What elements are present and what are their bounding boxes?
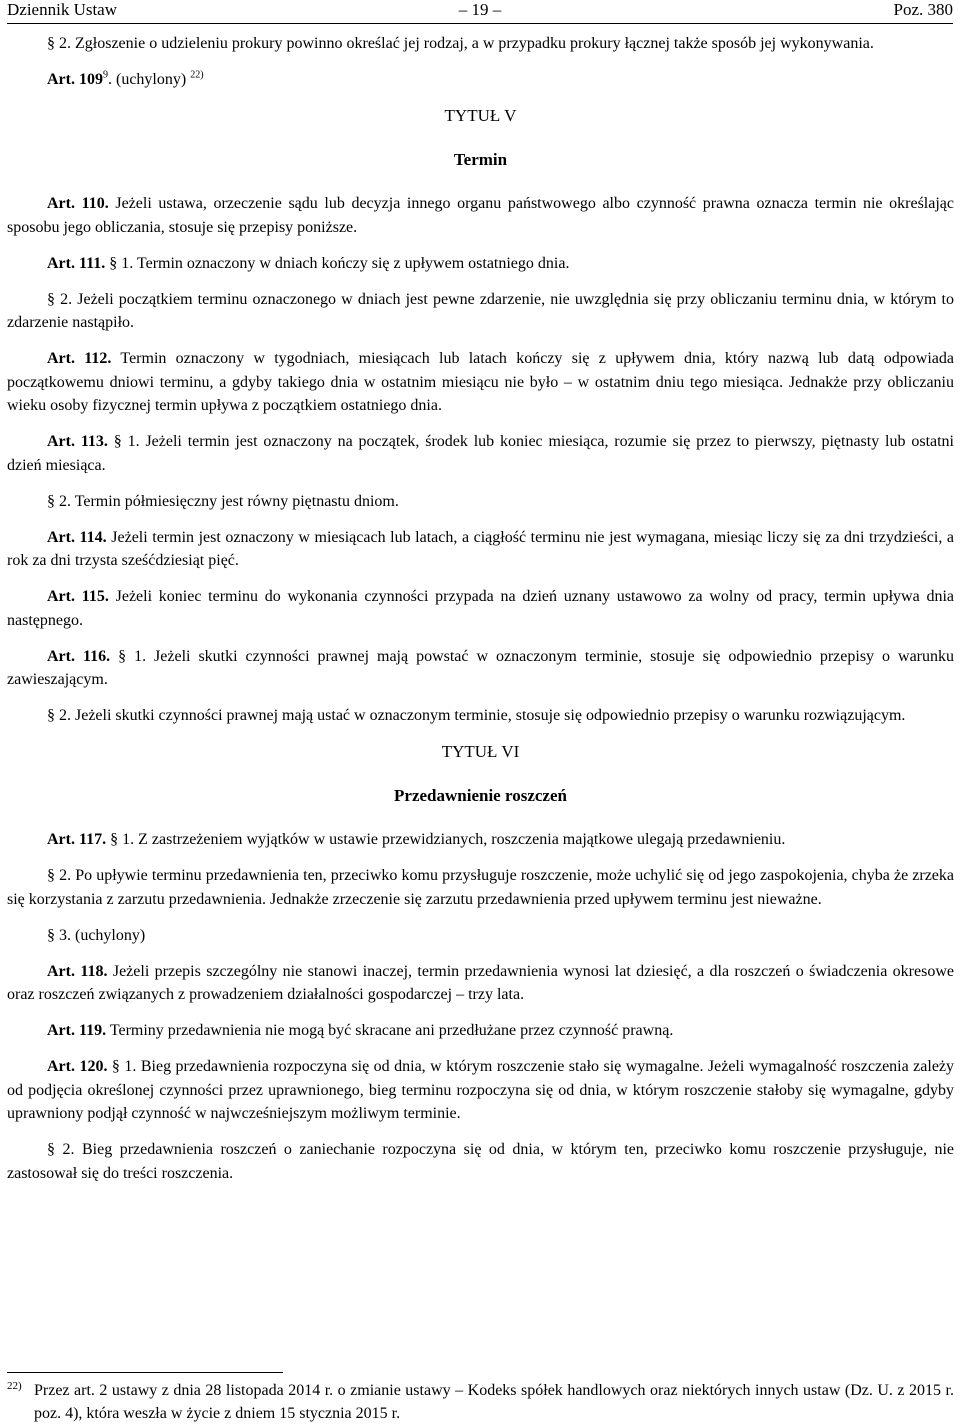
article-number: Art. 114. <box>47 528 107 546</box>
paragraph <box>7 347 954 418</box>
paragraph <box>7 585 954 632</box>
section-sign: § <box>110 831 119 848</box>
paragraph-text: 1. Bieg przedawnienia rozpoczyna się od dnia, w którym roszczenie stało się wymagalne. Jeżeli wymagalność roszczenia zależy od podjęcia określonej czynności przez uprawnionego, bieg terminu rozpoczyna się od dnia, w którym roszczenie stałoby się wymagalne, gdyby uprawniony podjął czynność w najwcześniejszym możliwym terminie. <box>7 1058 955 1122</box>
article-number: Art. 109 <box>47 71 103 88</box>
footnote <box>7 1380 954 1425</box>
footnote-number: 22) <box>7 1380 22 1392</box>
paragraph <box>7 1055 954 1126</box>
section-sign: § <box>109 254 118 272</box>
paragraph <box>7 252 954 276</box>
section-sign: § <box>47 867 55 884</box>
paragraph <box>7 960 954 1007</box>
section-heading: Termin <box>453 150 508 169</box>
article-number: Art. 118. <box>47 962 108 980</box>
paragraph <box>7 32 954 56</box>
paragraph-text: 2. Zgłoszenie o udzieleniu prokury powinno określać jej rodzaj, a w przypadku prokury łącznej także sposób jej wykonywania. <box>59 35 874 52</box>
paragraph <box>7 704 954 728</box>
paragraph <box>7 526 954 573</box>
paragraph <box>7 828 954 852</box>
paragraph <box>7 68 954 92</box>
paragraph-text: 1. Jeżeli termin jest oznaczony na początek, środek lub koniec miesiąca, rozumie się przez to pierwszy, piętnasty lub ostatni dzień miesiąca. <box>7 433 955 474</box>
article-number: Art. 113. <box>47 433 108 450</box>
title-heading: TYTUŁ V <box>444 106 517 125</box>
paragraph-text: 2. Bieg przedawnienia roszczeń o zaniechanie rozpoczyna się od dnia, w którym ten, przeciwko komu roszczenie przysługuje, nie zastosował się do treści roszczenia. <box>7 1141 954 1182</box>
paragraph-text: 1. Z zastrzeżeniem wyjątków w ustawie przewidzianych, roszczenia majątkowe ulegają przedawnieniu. <box>122 831 786 848</box>
article-number: Art. 117. <box>47 831 107 848</box>
paragraph <box>7 1019 954 1043</box>
article-number: Art. 115. <box>47 588 109 605</box>
title-heading: TYTUŁ VI <box>441 742 520 761</box>
paragraph <box>7 192 954 239</box>
position-number: Poz. 380 <box>893 0 953 19</box>
article-number: Art. 120. <box>47 1058 108 1075</box>
article-number: Art. 116. <box>47 647 111 665</box>
section-sign: § <box>118 647 127 665</box>
paragraph <box>7 1138 954 1185</box>
paragraph-text: 1. Termin oznaczony w dniach kończy się z upływem ostatniego dnia. <box>121 254 570 272</box>
paragraph <box>7 864 954 911</box>
article-number: Art. 110. <box>47 195 109 212</box>
paragraph-text: 3. (uchylony) <box>59 926 146 944</box>
paragraph-text: . (uchylony) <box>107 71 187 88</box>
paragraph-text: Jeżeli ustawa, orzeczenie sądu lub decyzja innego organu państwowego albo czynność prawna oznacza termin nie określając sposobu jego obliczania, stosuje się przepisy poniższe. <box>7 195 954 236</box>
header-rule <box>7 23 953 24</box>
document-body <box>7 32 954 1198</box>
page-number: – 19 – <box>458 0 502 19</box>
paragraph <box>7 288 954 335</box>
section-sign: § <box>111 1058 120 1075</box>
section-sign: § <box>47 926 55 944</box>
article-number: Art. 111. <box>47 254 106 272</box>
footnote-reference: 22) <box>190 69 204 81</box>
paragraph <box>7 430 954 477</box>
section-sign: § <box>47 1141 55 1158</box>
paragraph-text: 1. Jeżeli skutki czynności prawnej mają powstać w oznaczonym terminie, stosuje się odpowiednio przepisy o warunku zawieszającym. <box>7 647 955 688</box>
paragraph-text: Terminy przedawnienia nie mogą być skracane ani przedłużane przez czynność prawną. <box>106 1022 674 1039</box>
journal-name: Dziennik Ustaw <box>7 0 118 19</box>
section-heading: Przedawnienie roszczeń <box>394 786 567 805</box>
footnote-text: Przez art. 2 ustawy z dnia 28 listopada 2014 r. o zmianie ustawy – Kodeks spółek handlowych oraz niektórych innych ustaw (Dz. U. z 2015 r. poz. 4), która weszła w życie z dniem 15 stycznia 2015 r. <box>34 1382 954 1422</box>
paragraph <box>7 924 954 948</box>
article-superscript: 9 <box>102 69 108 81</box>
paragraph-text: 2. Jeżeli skutki czynności prawnej mają ustać w oznaczonym terminie, stosuje się odpowiednio przepisy o warunku rozwiązującym. <box>59 707 906 724</box>
section-sign: § <box>47 707 55 724</box>
article-number: Art. 112. <box>47 350 112 367</box>
paragraph-text: Termin oznaczony w tygodniach, miesiącach lub latach kończy się z upływem dnia, który nazwą lub datą odpowiada początkowemu dniowi terminu, a gdyby takiego dnia w ostatnim miesiącu nie było – w ostatnim dniu tego miesiąca. Jednakże przy obliczaniu wieku osoby fizycznej termin upływa z początkiem ostatniego dnia. <box>7 350 954 414</box>
section-sign: § <box>113 433 122 450</box>
paragraph-text: Jeżeli przepis szczególny nie stanowi inaczej, termin przedawnienia wynosi lat dziesięć, a dla roszczeń o świadczenia okresowe oraz roszczeń związanych z prowadzeniem działalności gospodarczej – trzy lata. <box>7 962 954 1003</box>
page-header <box>7 0 953 22</box>
article-number: Art. 119. <box>47 1022 107 1039</box>
paragraph-text: 2. Po upływie terminu przedawnienia ten, przeciwko komu przysługuje roszczenie, może uchylić się od jego zaspokojenia, chyba że zrzeka się korzystania z zarzutu przedawnienia. Jednakże zrzeczenie się zarzutu przedawnienia przed upływem terminu jest nieważne. <box>7 867 955 908</box>
paragraph <box>7 645 954 692</box>
paragraph-text: 2. Termin półmiesięczny jest równy piętnastu dniom. <box>59 492 399 510</box>
paragraph-text: 2. Jeżeli początkiem terminu oznaczonego w dniach jest pewne zdarzenie, nie uwzględnia się przy obliczaniu terminu dnia, w którym to zdarzenie nastąpiło. <box>7 290 954 331</box>
section-sign: § <box>47 35 55 52</box>
section-sign: § <box>47 290 55 308</box>
paragraph-text: Jeżeli koniec terminu do wykonania czynności przypada na dzień uznany ustawowo za wolny od pracy, termin upływa dnia następnego. <box>7 588 954 629</box>
section-sign: § <box>47 492 55 510</box>
footnote-rule <box>7 1372 283 1373</box>
paragraph-text: Jeżeli termin jest oznaczony w miesiącach lub latach, a ciągłość terminu nie jest wymagana, miesiąc liczy się za dni trzydzieści, a rok za dni trzysta sześćdziesiąt pięć. <box>7 528 955 569</box>
paragraph <box>7 490 954 514</box>
